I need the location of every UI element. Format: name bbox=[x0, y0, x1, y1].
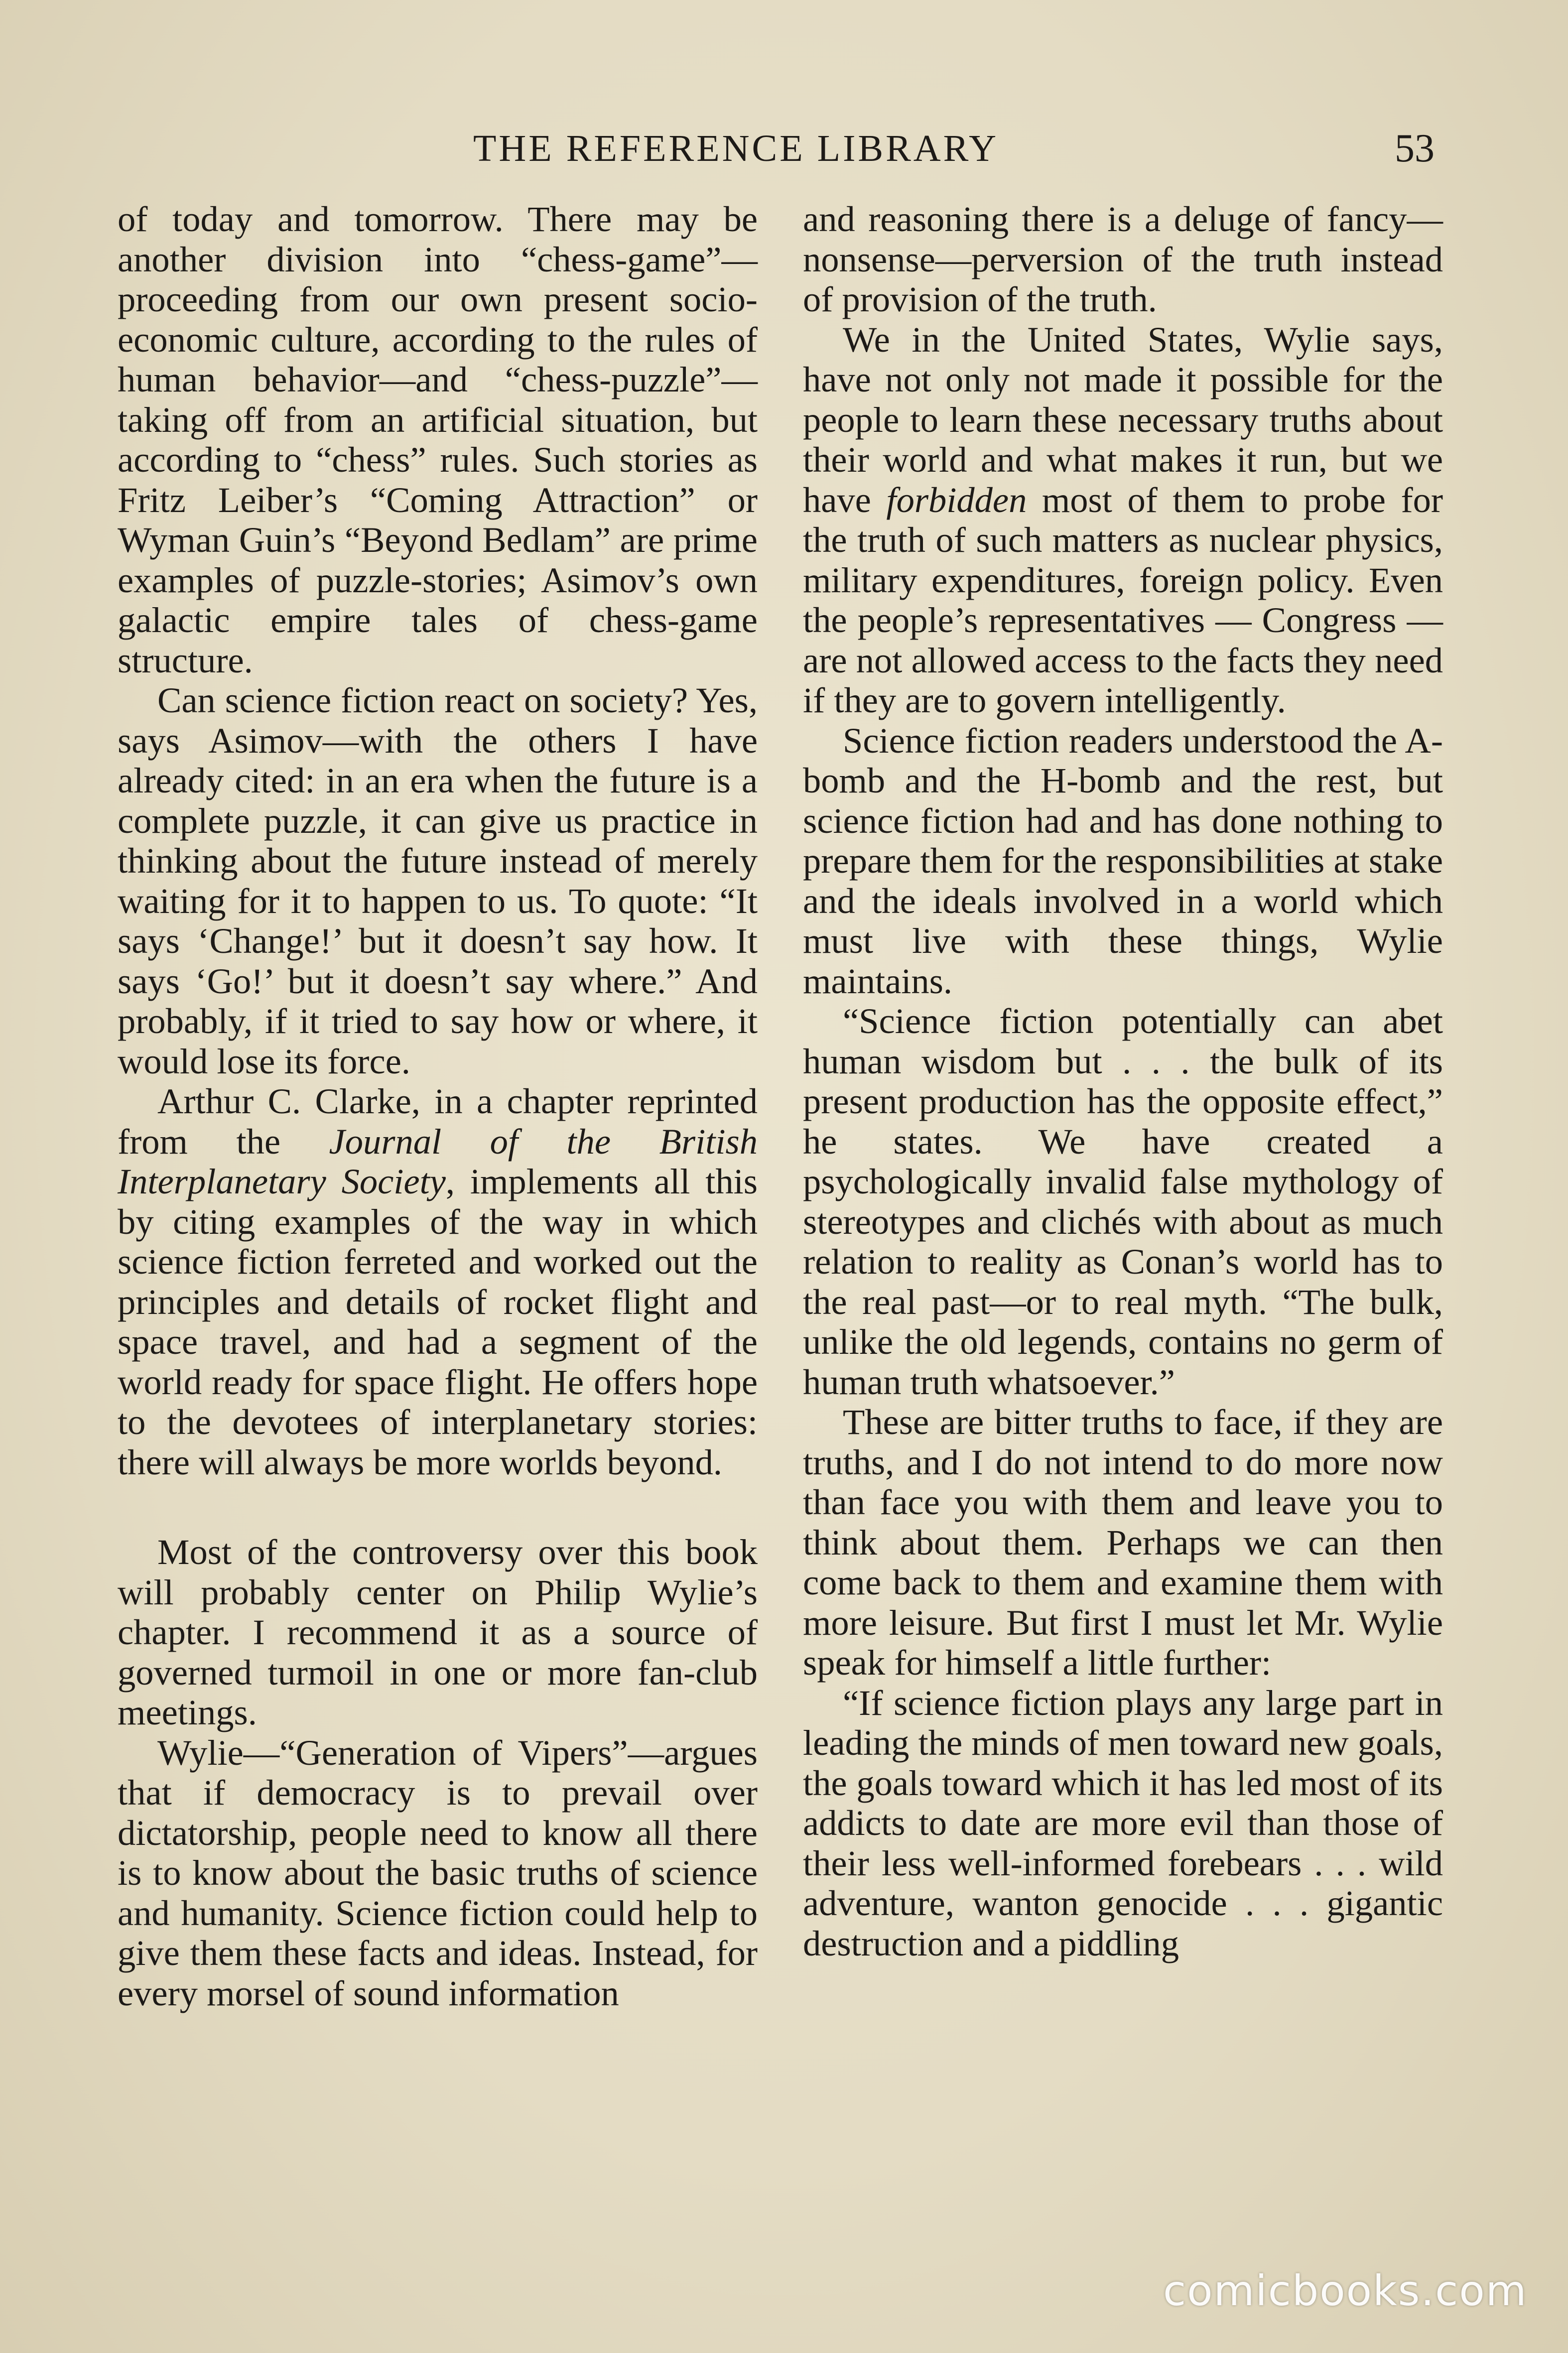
right-paragraph-2-text-b: most of them to probe for the truth of such matters as nuclear physics, military expenditures, foreign policy. Even the people’s representatives — Congress — are not allowed access to the facts they need if they are to govern intelligently. bbox=[803, 479, 1443, 720]
left-paragraph-1: of today and tomorrow. There may be another division into “chess-game”—proceeding from our own present socio-economic culture, according to the rules of human behavior—and “chess-puzzle”—taking off from an artificial situation, but according to “chess” rules. Such stories as Fritz Leiber’s “Coming Attraction” or Wyman Guin’s “Beyond Bedlam” are prime examples of puzzle-stories; Asimov’s own galactic empire tales of chess-game structure. bbox=[118, 199, 758, 680]
right-paragraph-2-text-a: We in the United States, Wylie says, have not only not made it possible for the people to learn these necessary truths about their world and what makes it run, but we have bbox=[803, 319, 1443, 520]
left-paragraph-3 bbox=[118, 1081, 758, 1482]
left-paragraph-3-text-b: , implements all this by citing examples of the way in which science fiction ferreted and worked out the principles and details of rocket flight and space travel, and had a segment of the world ready for space flight. He offers hope to the devotees of interplanetary stories: there will always be more worlds beyond. bbox=[118, 1161, 758, 1482]
running-head bbox=[0, 124, 1568, 173]
page-number: 53 bbox=[1395, 127, 1435, 170]
left-paragraph-5: Wylie—“Generation of Vipers”—argues that if democracy is to prevail over dictatorship, people need to know all there is to know about the basic truths of science and humanity. Science fiction could help to give them these facts and ideas. Instead, for every morsel of sound information bbox=[118, 1732, 758, 2013]
left-paragraph-2: Can science fiction react on society? Yes, says Asimov—with the others I have already cited: in an era when the future is a complete puzzle, it can give us practice in thinking about the future instead of merely waiting for it to happen to us. To quote: “It says ‘Change!’ but it doesn’t say how. It says ‘Go!’ but it doesn’t say where.” And probably, if it tried to say how or where, it would lose its force. bbox=[118, 680, 758, 1081]
left-paragraph-3-text-a: Arthur C. Clarke, in a chapter reprinted from the bbox=[118, 1081, 758, 1162]
watermark: comicbooks.com bbox=[1163, 2266, 1528, 2315]
left-column bbox=[118, 199, 758, 2013]
right-paragraph-1: and reasoning there is a deluge of fancy—nonsense—perversion of the truth instead of provision of the truth. bbox=[803, 199, 1443, 319]
running-title: THE REFERENCE LIBRARY bbox=[473, 128, 999, 169]
right-paragraph-3: Science fiction readers understood the A-bomb and the H-bomb and the rest, but science fiction had and has done nothing to prepare them for the responsibilities at stake and the ideals involved in a world which must live with these things, Wylie maintains. bbox=[803, 720, 1443, 1001]
right-paragraph-6: “If science fiction plays any large part in leading the minds of men toward new goals, the goals toward which it has led most of its addicts to date are more evil than those of their less well-informed forebears . . . wild adventure, wanton genocide . . . gigantic destruction and a piddling bbox=[803, 1682, 1443, 1963]
journal-title: Journal of the British Interplanetary Society bbox=[118, 1121, 758, 1201]
right-paragraph-5: These are bitter truths to face, if they are truths, and I do not intend to do more now than face you with them and leave you to think about them. Perhaps we can then come back to them and examine them with more leisure. But first I must let Mr. Wylie speak for himself a little further: bbox=[803, 1402, 1443, 1683]
right-paragraph-2 bbox=[803, 320, 1443, 721]
left-paragraph-4: Most of the controversy over this book will probably center on Philip Wylie’s chapter. I recommend it as a source of governed turmoil in one or more fan-club meetings. bbox=[118, 1532, 758, 1732]
right-paragraph-4: “Science fiction potentially can abet human wisdom but . . . the bulk of its present production has the opposite effect,” he states. We have created a psychologically invalid false mythology of stereotypes and clichés with about as much relation to reality as Conan’s world has to the real past—or to real myth. “The bulk, unlike the old legends, contains no germ of human truth whatsoever.” bbox=[803, 1001, 1443, 1402]
right-column bbox=[803, 199, 1443, 1963]
emphasis-forbidden: forbidden bbox=[886, 479, 1027, 520]
